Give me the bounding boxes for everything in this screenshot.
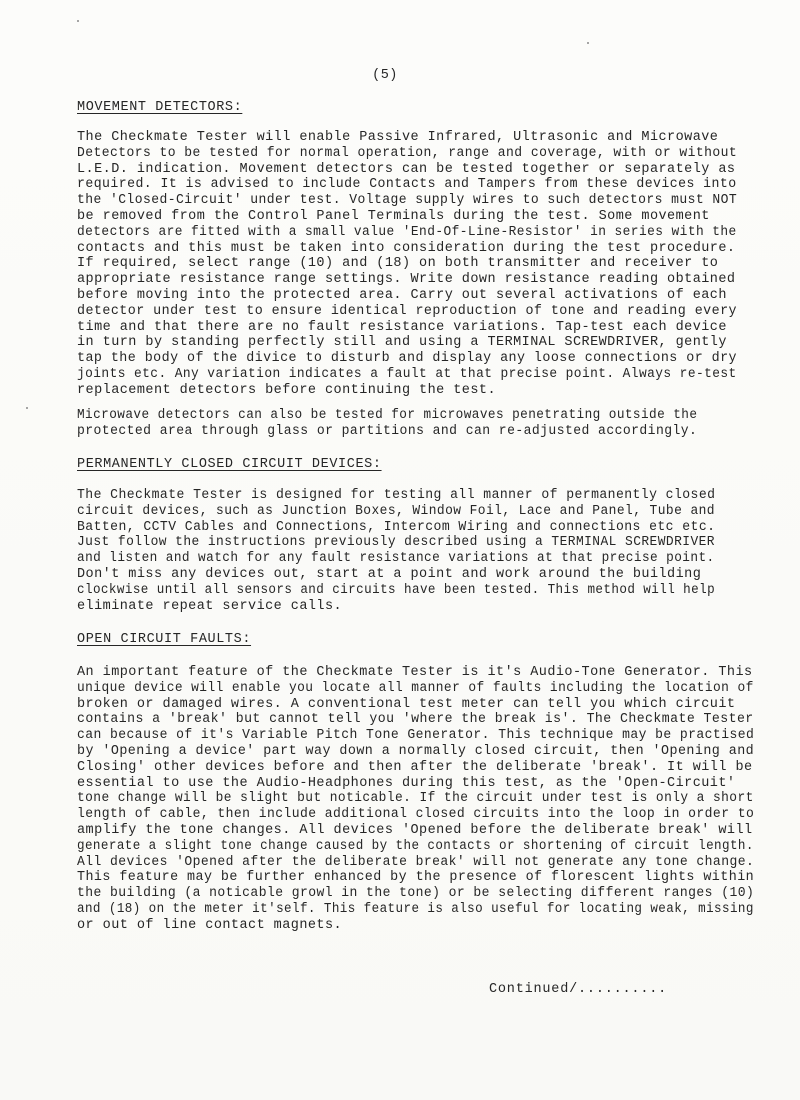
text-line: appropriate resistance range settings. Write down resistance reading obtained (77, 272, 736, 288)
text-line: time and that there are no fault resistance variations. Tap-test each device (77, 319, 727, 335)
text-line: and (18) on the meter it'self. This feature is also useful for locating weak, missing (77, 901, 754, 917)
text-line: Batten, CCTV Cables and Connections, Intercom Wiring and connections etc etc. (77, 519, 716, 535)
text-line: Microwave detectors can also be tested for microwaves penetrating outside the (77, 408, 698, 423)
text-line: This feature may be further enhanced by the presence of florescent lights within (77, 870, 755, 886)
text-line: Closing' other devices before and then after the deliberate 'break'. It will be (77, 759, 753, 775)
text-line: circuit devices, such as Junction Boxes, Window Foil, Lace and Panel, Tube and (77, 503, 716, 519)
text-line: protected area through glass or partitions and can re-adjusted accordingly. (77, 423, 698, 439)
paragraph-closed-circuit-devices (77, 488, 717, 614)
text-line: and listen and watch for any fault resistance variations at that precise point. (77, 551, 715, 567)
text-line: Just follow the instructions previously described using a TERMINAL SCREWDRIVER (77, 535, 716, 551)
paragraph-movement-detectors-1 (77, 130, 737, 399)
text-line: replacement detectors before continuing the test. (77, 382, 497, 398)
text-line: clockwise until all sensors and circuits have been tested. This method will help (77, 582, 716, 598)
text-line: tone change will be slight but noticable. If the circuit under test is only a short (77, 791, 754, 807)
text-line: The Checkmate Tester is designed for testing all manner of permanently closed (77, 488, 716, 503)
text-line: by 'Opening a device' part way down a normally closed circuit, then 'Opening and (77, 743, 755, 759)
text-line: be removed from the Control Panel Terminals during the test. Some movement (77, 208, 710, 224)
text-line: tap the body of the divice to disturb and display any loose connections or dry (77, 351, 738, 367)
paragraph-open-circuit-faults (77, 665, 754, 934)
text-line: All devices 'Opened after the deliberate break' will not generate any tone change. (77, 854, 755, 870)
text-line: The Checkmate Tester will enable Passive Infrared, Ultrasonic and Microwave (77, 130, 719, 145)
paragraph-movement-detectors-2 (77, 408, 705, 440)
heading-permanently-closed-circuit-devices: PERMANENTLY CLOSED CIRCUIT DEVICES: (77, 457, 382, 472)
text-line: L.E.D. indication. Movement detectors can be tested together or separately as (77, 161, 736, 177)
text-line: required. It is advised to include Contacts and Tampers from these devices into (77, 177, 737, 193)
text-line: amplify the tone changes. All devices 'Opened before the deliberate break' will (77, 822, 753, 838)
text-line: the 'Closed-Circuit' under test. Voltage supply wires to such detectors must NOT (77, 193, 738, 209)
text-line: eliminate repeat service calls. (77, 598, 343, 614)
text-line: generate a slight tone change caused by the contacts or shortening of circuit length. (77, 838, 754, 854)
continued-marker: Continued/.......... (489, 982, 668, 997)
text-line: unique device will enable you locate all manner of faults including the location of (77, 680, 754, 696)
text-line: contacts and this must be taken into consideration during the test procedure. (77, 240, 736, 256)
text-line: before moving into the protected area. Carry out several activations of each (77, 287, 727, 303)
text-line: essential to use the Audio-Headphones during this test, as the 'Open-Circuit' (77, 775, 736, 791)
scan-speck (77, 20, 79, 22)
text-line: in turn by standing perfectly still and using a TERMINAL SCREWDRIVER, gently (77, 335, 727, 351)
text-line: detector under test to ensure identical reproduction of tone and reading every (77, 303, 738, 319)
text-line: contains a 'break' but cannot tell you 'where the break is'. The Checkmate Tester (77, 712, 754, 728)
heading-movement-detectors: MOVEMENT DETECTORS: (77, 100, 243, 115)
text-line: An important feature of the Checkmate Tester is it's Audio-Tone Generator. This (77, 665, 753, 680)
text-line: Detectors to be tested for normal operation, range and coverage, with or without (77, 145, 738, 161)
text-line: If required, select range (10) and (18) on both transmitter and receiver to (77, 256, 719, 272)
text-line: the building (a noticable growl in the tone) or be selecting different ranges (10) (77, 886, 755, 902)
heading-open-circuit-faults: OPEN CIRCUIT FAULTS: (77, 632, 252, 647)
text-line: length of cable, then include additional closed circuits into the loop in order to (77, 807, 755, 823)
text-line: detectors are fitted with a small value 'End-Of-Line-Resistor' in series with the (77, 224, 737, 240)
text-line: or out of line contact magnets. (77, 917, 343, 933)
text-line: joints etc. Any variation indicates a fault at that precise point. Always re-test (77, 366, 737, 382)
scan-speck (26, 407, 28, 409)
text-line: broken or damaged wires. A conventional test meter can tell you which circuit (77, 696, 736, 712)
text-line: can because of it's Variable Pitch Tone Generator. This technique may be practised (77, 728, 755, 744)
page-number: (5) (372, 68, 398, 83)
text-line: Don't miss any devices out, start at a point and work around the building (77, 566, 702, 582)
scan-speck (587, 42, 589, 44)
